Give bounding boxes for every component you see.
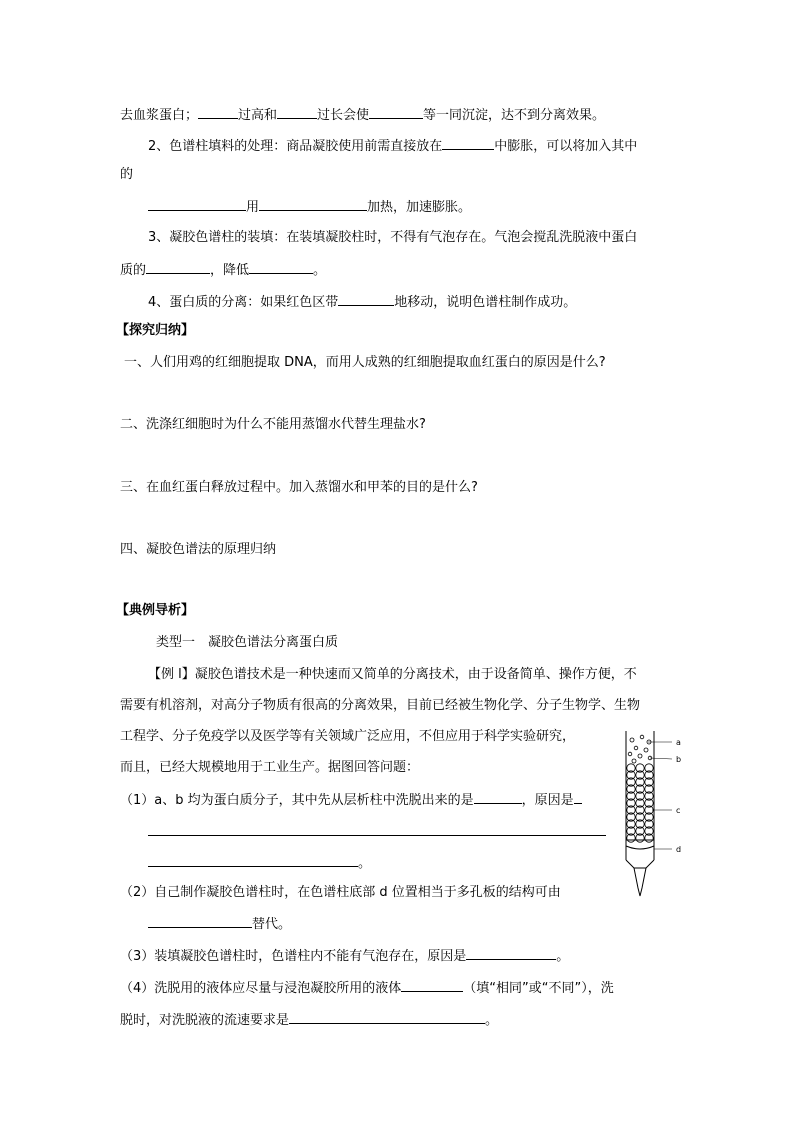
blank: [259, 197, 367, 211]
blank: [401, 978, 463, 992]
question-3: 三、在血红蛋白释放过程中。加入蒸馏水和甲苯的目的是什么?: [120, 480, 478, 495]
sub-question-2: （2）自己制作凝胶色谱柱时，在色谱柱底部 d 位置相当于多孔板的结构可由: [120, 885, 561, 900]
blank: [474, 790, 522, 804]
figure-label-a: a: [676, 738, 681, 747]
blank: [574, 790, 582, 804]
answer-line-2: 。: [148, 853, 371, 873]
example-line-2: 需要有机溶剂，对高分子物质有很高的分离效果，目前已经被生物化学、分子生物学、生物: [120, 698, 641, 713]
blank: [148, 853, 358, 867]
line-1: 去血浆蛋白； 过高和 过长会使 等一同沉淀，达不到分离效果。: [120, 105, 605, 125]
answer-line-1: [148, 822, 606, 842]
blank: [148, 822, 606, 836]
sub-question-4-cont: 脱时，对洗脱液的流速要求是 。: [120, 1010, 498, 1030]
blank: [146, 260, 210, 274]
line-6: 质的 ，降低 。: [120, 260, 326, 280]
question-2: 二、洗涤红细胞时为什么不能用蒸馏水代替生理盐水?: [120, 417, 426, 432]
line-5: 3、凝胶色谱柱的装填：在装填凝胶柱时，不得有气泡存在。气泡会搅乱洗脱液中蛋白: [148, 230, 638, 245]
label-line-b: [650, 758, 672, 759]
blank: [249, 260, 313, 274]
section-heading-inquiry: 【探究归纳】: [116, 323, 195, 338]
type-heading: 类型一 凝胶色谱法分离蛋白质: [156, 635, 339, 650]
sub-question-2-cont: 替代。: [148, 914, 291, 934]
blank: [338, 292, 394, 306]
blank: [198, 105, 238, 119]
blank: [148, 197, 246, 211]
line-7: 4、蛋白质的分离：如果红色区带 地移动，说明色谱柱制作成功。: [148, 292, 576, 312]
blank: [369, 105, 423, 119]
example-line-4: 而且，已经大规模地用于工业生产。据图回答问题：: [120, 760, 420, 775]
line-4: 用 加热，加速膨胀。: [148, 197, 471, 217]
section-heading-examples: 【典例导析】: [116, 603, 195, 618]
line-3: 的: [120, 167, 134, 182]
question-1: 一、人们用鸡的红细胞提取 DNA，而用人成熟的红细胞提取血红蛋白的原因是什么?: [124, 355, 606, 370]
blank: [148, 914, 252, 928]
chromatography-column-figure: [612, 728, 692, 903]
blank: [277, 105, 317, 119]
sub-question-1: （1）a、b 均为蛋白质分子，其中先从层析柱中洗脱出来的是 ，原因是: [120, 790, 582, 810]
blank: [289, 1010, 485, 1024]
figure-label-c: c: [676, 806, 681, 815]
line-2: 2、色谱柱填料的处理：商品凝胶使用前需直接放在 中膨胀，可以将加入其中: [148, 136, 637, 156]
example-line-3: 工程学、分子免疫学以及医学等有关领域广泛应用，不但应用于科学实验研究，: [120, 729, 576, 744]
sub-question-4: （4）洗脱用的液体应尽量与浸泡凝胶所用的液体 （填“相同”或“不同”），洗: [120, 978, 614, 998]
question-4: 四、凝胶色谱法的原理归纳: [120, 542, 277, 557]
figure-label-d: d: [676, 845, 682, 854]
blank: [442, 136, 494, 150]
blank: [466, 946, 556, 960]
sub-question-3: （3）装填凝胶色谱柱时，色谱柱内不能有气泡存在，原因是 。: [120, 946, 569, 966]
figure-label-b: b: [676, 755, 682, 764]
example-line-1: 【例 l】凝胶色谱技术是一种快速而又简单的分离技术，由于设备简单、操作方便，不: [148, 667, 637, 682]
small-molecules: [628, 735, 652, 763]
gel-beads: [627, 764, 653, 842]
